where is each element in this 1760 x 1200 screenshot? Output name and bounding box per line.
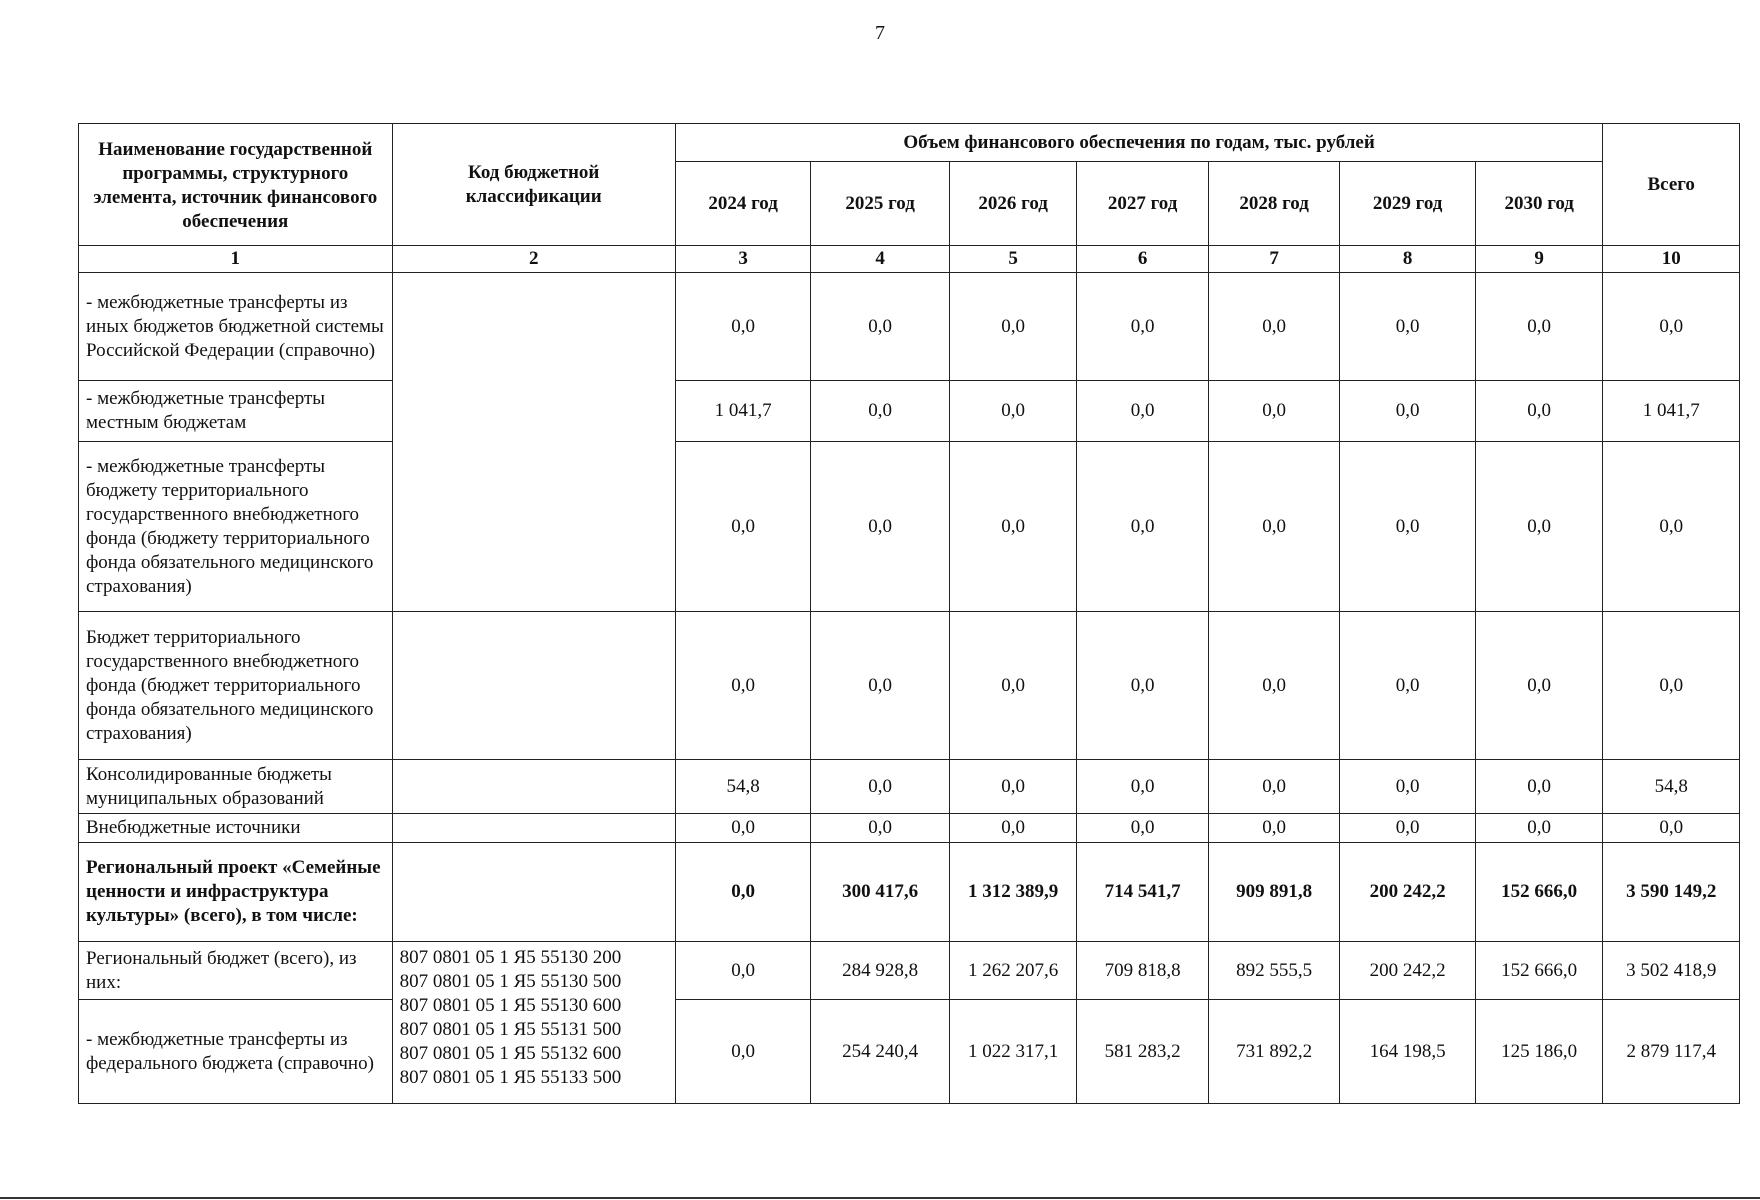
cell-value: 152 666,0 — [1475, 942, 1602, 1000]
table-row — [79, 612, 1740, 760]
header-year: 2026 год — [949, 162, 1076, 246]
header-year: 2025 год — [811, 162, 950, 246]
header-year: 2024 год — [675, 162, 811, 246]
cell-value: 0,0 — [1077, 760, 1209, 814]
cell-value: 125 186,0 — [1475, 1000, 1602, 1104]
cell-value: 0,0 — [949, 273, 1076, 381]
cell-value: 2 879 117,4 — [1603, 1000, 1740, 1104]
financing-table — [78, 123, 1740, 1104]
cell-value: 0,0 — [1208, 381, 1340, 442]
cell-value: 54,8 — [675, 760, 811, 814]
table-row — [79, 1000, 1740, 1104]
cell-value: 3 502 418,9 — [1603, 942, 1740, 1000]
cell-value: 254 240,4 — [811, 1000, 950, 1104]
column-index: 10 — [1603, 246, 1740, 273]
budget-code: 807 0801 05 1 Я5 55130 200 — [399, 947, 622, 968]
row-name: Внебюджетные источники — [79, 814, 393, 843]
column-index: 1 — [79, 246, 393, 273]
row-name: Консолидированные бюджеты муниципальных образований — [79, 760, 393, 814]
row-name: - межбюджетные трансферты из федерального бюджета (справочно) — [79, 1000, 393, 1104]
cell-value: 709 818,8 — [1077, 942, 1209, 1000]
column-index: 5 — [949, 246, 1076, 273]
cell-value: 0,0 — [811, 612, 950, 760]
cell-value: 1 262 207,6 — [949, 942, 1076, 1000]
header-volume: Объем финансового обеспечения по годам, тыс. рублей — [675, 124, 1603, 162]
cell-value: 200 242,2 — [1340, 942, 1476, 1000]
cell-value: 3 590 149,2 — [1603, 843, 1740, 942]
cell-value: 300 417,6 — [811, 843, 950, 942]
cell-value: 0,0 — [1603, 612, 1740, 760]
column-index: 3 — [675, 246, 811, 273]
table-row — [79, 814, 1740, 843]
cell-value: 0,0 — [1077, 381, 1209, 442]
table-row — [79, 843, 1740, 942]
cell-value: 0,0 — [1475, 612, 1602, 760]
column-index: 6 — [1077, 246, 1209, 273]
header-year: 2029 год — [1340, 162, 1476, 246]
row-code — [392, 273, 675, 612]
row-name: Региональный бюджет (всего), из них: — [79, 942, 393, 1000]
budget-code: 807 0801 05 1 Я5 55133 500 — [399, 1067, 622, 1088]
column-index-row — [79, 246, 1740, 273]
cell-value: 0,0 — [675, 442, 811, 612]
cell-value: 54,8 — [1603, 760, 1740, 814]
cell-value: 0,0 — [1475, 814, 1602, 843]
table-row — [79, 760, 1740, 814]
table-row — [79, 942, 1740, 1000]
cell-value: 1 022 317,1 — [949, 1000, 1076, 1104]
page-number: 7 — [875, 22, 885, 44]
cell-value: 1 312 389,9 — [949, 843, 1076, 942]
column-index: 7 — [1208, 246, 1340, 273]
cell-value: 731 892,2 — [1208, 1000, 1340, 1104]
row-name: - межбюджетные трансферты бюджету территориального государственного внебюджетного фонда (бюджету территориального фонда обязательного медицинского страхования) — [79, 442, 393, 612]
cell-value: 0,0 — [1603, 442, 1740, 612]
cell-value: 0,0 — [675, 814, 811, 843]
cell-value: 0,0 — [1208, 814, 1340, 843]
column-index: 4 — [811, 246, 950, 273]
cell-value: 0,0 — [675, 942, 811, 1000]
cell-value: 0,0 — [949, 760, 1076, 814]
cell-value: 581 283,2 — [1077, 1000, 1209, 1104]
cell-value: 0,0 — [1340, 381, 1476, 442]
budget-code: 807 0801 05 1 Я5 55132 600 — [399, 1043, 622, 1064]
column-index: 9 — [1475, 246, 1602, 273]
budget-code: 807 0801 05 1 Я5 55131 500 — [399, 1019, 622, 1040]
cell-value: 0,0 — [1340, 612, 1476, 760]
header-year: 2027 год — [1077, 162, 1209, 246]
row-name: - межбюджетные трансферты из иных бюджетов бюджетной системы Российской Федерации (справочно) — [79, 273, 393, 381]
header-code: Код бюджетной классификации — [392, 124, 675, 246]
cell-value: 0,0 — [1475, 381, 1602, 442]
cell-value: 0,0 — [811, 442, 950, 612]
cell-value: 0,0 — [675, 843, 811, 942]
cell-value: 0,0 — [1340, 760, 1476, 814]
header-row-1 — [79, 124, 1740, 162]
header-year: 2030 год — [1475, 162, 1602, 246]
cell-value: 0,0 — [949, 814, 1076, 843]
row-code — [392, 612, 675, 760]
cell-value: 0,0 — [811, 381, 950, 442]
row-name: - межбюджетные трансферты местным бюджетам — [79, 381, 393, 442]
cell-value: 909 891,8 — [1208, 843, 1340, 942]
cell-value: 0,0 — [1077, 612, 1209, 760]
cell-value: 0,0 — [1475, 273, 1602, 381]
row-code — [392, 942, 675, 1104]
cell-value: 0,0 — [949, 442, 1076, 612]
row-name: Бюджет территориального государственного внебюджетного фонда (бюджет территориального фонда обязательного медицинского страхования) — [79, 612, 393, 760]
header-year: 2028 год — [1208, 162, 1340, 246]
cell-value: 0,0 — [675, 1000, 811, 1104]
row-code — [392, 814, 675, 843]
cell-value: 0,0 — [1208, 612, 1340, 760]
cell-value: 892 555,5 — [1208, 942, 1340, 1000]
scan-edge-line — [0, 1197, 1760, 1199]
cell-value: 152 666,0 — [1475, 843, 1602, 942]
cell-value: 200 242,2 — [1340, 843, 1476, 942]
header-total: Всего — [1603, 124, 1740, 246]
cell-value: 0,0 — [811, 760, 950, 814]
table-row — [79, 442, 1740, 612]
cell-value: 0,0 — [1208, 760, 1340, 814]
cell-value: 0,0 — [949, 612, 1076, 760]
cell-value: 0,0 — [675, 612, 811, 760]
cell-value: 0,0 — [1208, 442, 1340, 612]
cell-value: 0,0 — [675, 273, 811, 381]
cell-value: 1 041,7 — [675, 381, 811, 442]
budget-code: 807 0801 05 1 Я5 55130 600 — [399, 995, 622, 1016]
cell-value: 0,0 — [811, 273, 950, 381]
cell-value: 0,0 — [1603, 273, 1740, 381]
row-code — [392, 843, 675, 942]
cell-value: 0,0 — [1340, 814, 1476, 843]
cell-value: 714 541,7 — [1077, 843, 1209, 942]
row-code — [392, 760, 675, 814]
table-row — [79, 273, 1740, 381]
cell-value: 0,0 — [1340, 442, 1476, 612]
table-row — [79, 381, 1740, 442]
cell-value: 0,0 — [1077, 442, 1209, 612]
column-index: 2 — [392, 246, 675, 273]
cell-value: 0,0 — [1077, 814, 1209, 843]
cell-value: 1 041,7 — [1603, 381, 1740, 442]
row-name: Региональный проект «Семейные ценности и инфраструктура культуры» (всего), в том числе: — [79, 843, 393, 942]
budget-code: 807 0801 05 1 Я5 55130 500 — [399, 971, 622, 992]
cell-value: 0,0 — [1603, 814, 1740, 843]
column-index: 8 — [1340, 246, 1476, 273]
cell-value: 284 928,8 — [811, 942, 950, 1000]
cell-value: 0,0 — [1208, 273, 1340, 381]
cell-value: 164 198,5 — [1340, 1000, 1476, 1104]
header-name: Наименование государственной программы, структурного элемента, источник финансового обеспечения — [79, 124, 393, 246]
cell-value: 0,0 — [811, 814, 950, 843]
cell-value: 0,0 — [1077, 273, 1209, 381]
cell-value: 0,0 — [1340, 273, 1476, 381]
cell-value: 0,0 — [1475, 442, 1602, 612]
cell-value: 0,0 — [949, 381, 1076, 442]
cell-value: 0,0 — [1475, 760, 1602, 814]
